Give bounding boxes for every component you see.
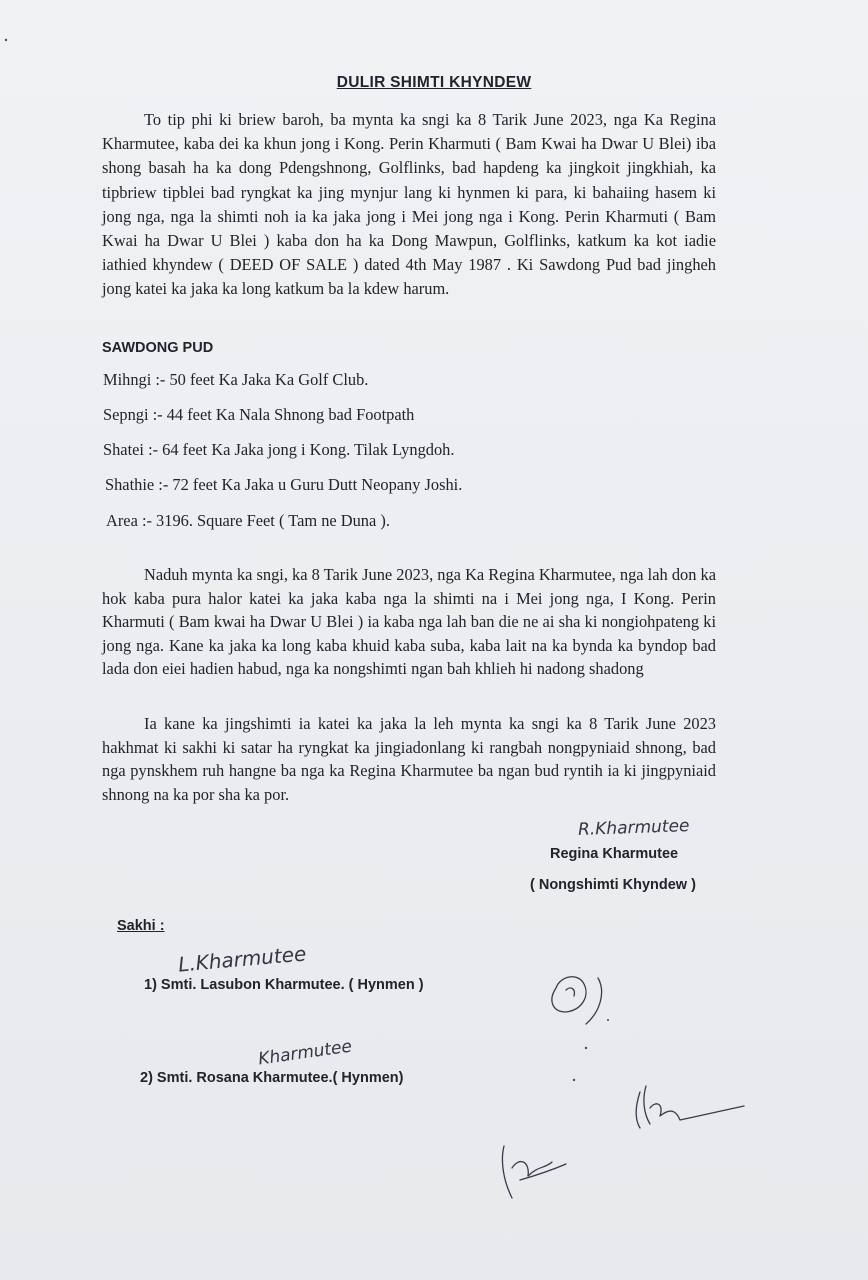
witness-1-name: 1) Smti. Lasubon Kharmutee. ( Hynmen ) (144, 977, 424, 993)
initials-mark-1 (636, 1086, 744, 1128)
ink-dot (573, 1079, 575, 1081)
boundary-south: Shathie :- 72 feet Ka Jaka u Guru Dutt Neopany Joshi. (105, 475, 463, 494)
witness-1-signature: L.Kharmutee (177, 941, 308, 977)
seller-signature: R.Kharmutee (577, 816, 690, 840)
declaration-paragraph: Ia kane ka jingshimti ia katei ka jaka la leh mynta ka sngi ka 8 Tarik June 2023 hakhmat ki sakhi ki satar ha ryngkat ka jingiadonlang ki rangbah nongpyniaid shnong, bad nga pynskhem ruh hangne ba nga ka Regina Kharmutee ba ngan bud ryntih ia ki jingpyniaid shnong na ka por sha ka por. (102, 714, 716, 804)
initials-mark-2 (502, 1146, 566, 1198)
seller-name: Regina Kharmutee (550, 846, 679, 862)
boundary-east: Mihngi :- 50 feet Ka Jaka Ka Golf Club. (103, 370, 369, 389)
rights-paragraph: Naduh mynta ka sngi, ka 8 Tarik June 2023, nga Ka Regina Kharmutee, nga lah don ka hok kaba pura halor katei ka jaka kaba nga la shimti na i Mei jong nga, I Kong. Perin Kharmuti ( Bam kwai ha Dwar U Blei ) ia kaba nga lah ban die ne ai sha ki nongiohpateng ki jong nga. Kane ka jaka ka long kaba khuid kaba suba, kaba lait na ka bynda ka byndop bad lada don eiei hadien habud, nga ka nongshimti ngan bah khlieh hi nadong shadong (102, 565, 716, 679)
witness-2-name: 2) Smti. Rosana Kharmutee.( Hynmen) (140, 1070, 404, 1086)
ink-dot (5, 39, 7, 41)
boundary-north: Shatei :- 64 feet Ka Jaka jong i Kong. Tilak Lyngdoh. (103, 440, 455, 459)
boundary-west: Sepngi :- 44 feet Ka Nala Shnong bad Footpath (103, 405, 415, 424)
plot-area: Area :- 3196. Square Feet ( Tam ne Duna ). (106, 511, 390, 530)
stamp-scribble (552, 977, 602, 1024)
seller-role: ( Nongshimti Khyndew ) (530, 877, 696, 893)
boundaries-heading: SAWDONG PUD (102, 340, 214, 356)
ink-dot (585, 1047, 587, 1049)
ink-dot (607, 1019, 609, 1021)
document-title: DULIR SHIMTI KHYNDEW (336, 74, 532, 91)
intro-paragraph: To tip phi ki briew baroh, ba mynta ka sngi ka 8 Tarik June 2023, nga Ka Regina Kharmutee, kaba dei ka khun jong i Kong. Perin Kharmuti ( Bam Kwai ha Dwar U Blei) iba shong basah ha ka dong Pdengshnong, Golflinks, bad hapdeng ka jingkoit jingkhiah, ka tipbriew tipblei bad ryngkat ka jing mynjur lang ki hynmen ki para, ki bahaiing hasem ki jong nga, nga la shimti noh ia ka jaka jong i Mei jong nga i Kong. Perin Kharmuti ( Bam Kwai ha Dwar U Blei ) kaba don ha ka Dong Mawpun, Golflinks, katkum ka kot iadie iathied khyndew ( DEED OF SALE ) dated 4th May 1987 . Ki Sawdong Pud bad jingheh jong katei ka jaka ka long katkum ba la kdew harum. (102, 110, 716, 299)
witness-2-signature: Kharmutee (257, 1036, 354, 1070)
witnesses-label: Sakhi : (117, 918, 165, 934)
